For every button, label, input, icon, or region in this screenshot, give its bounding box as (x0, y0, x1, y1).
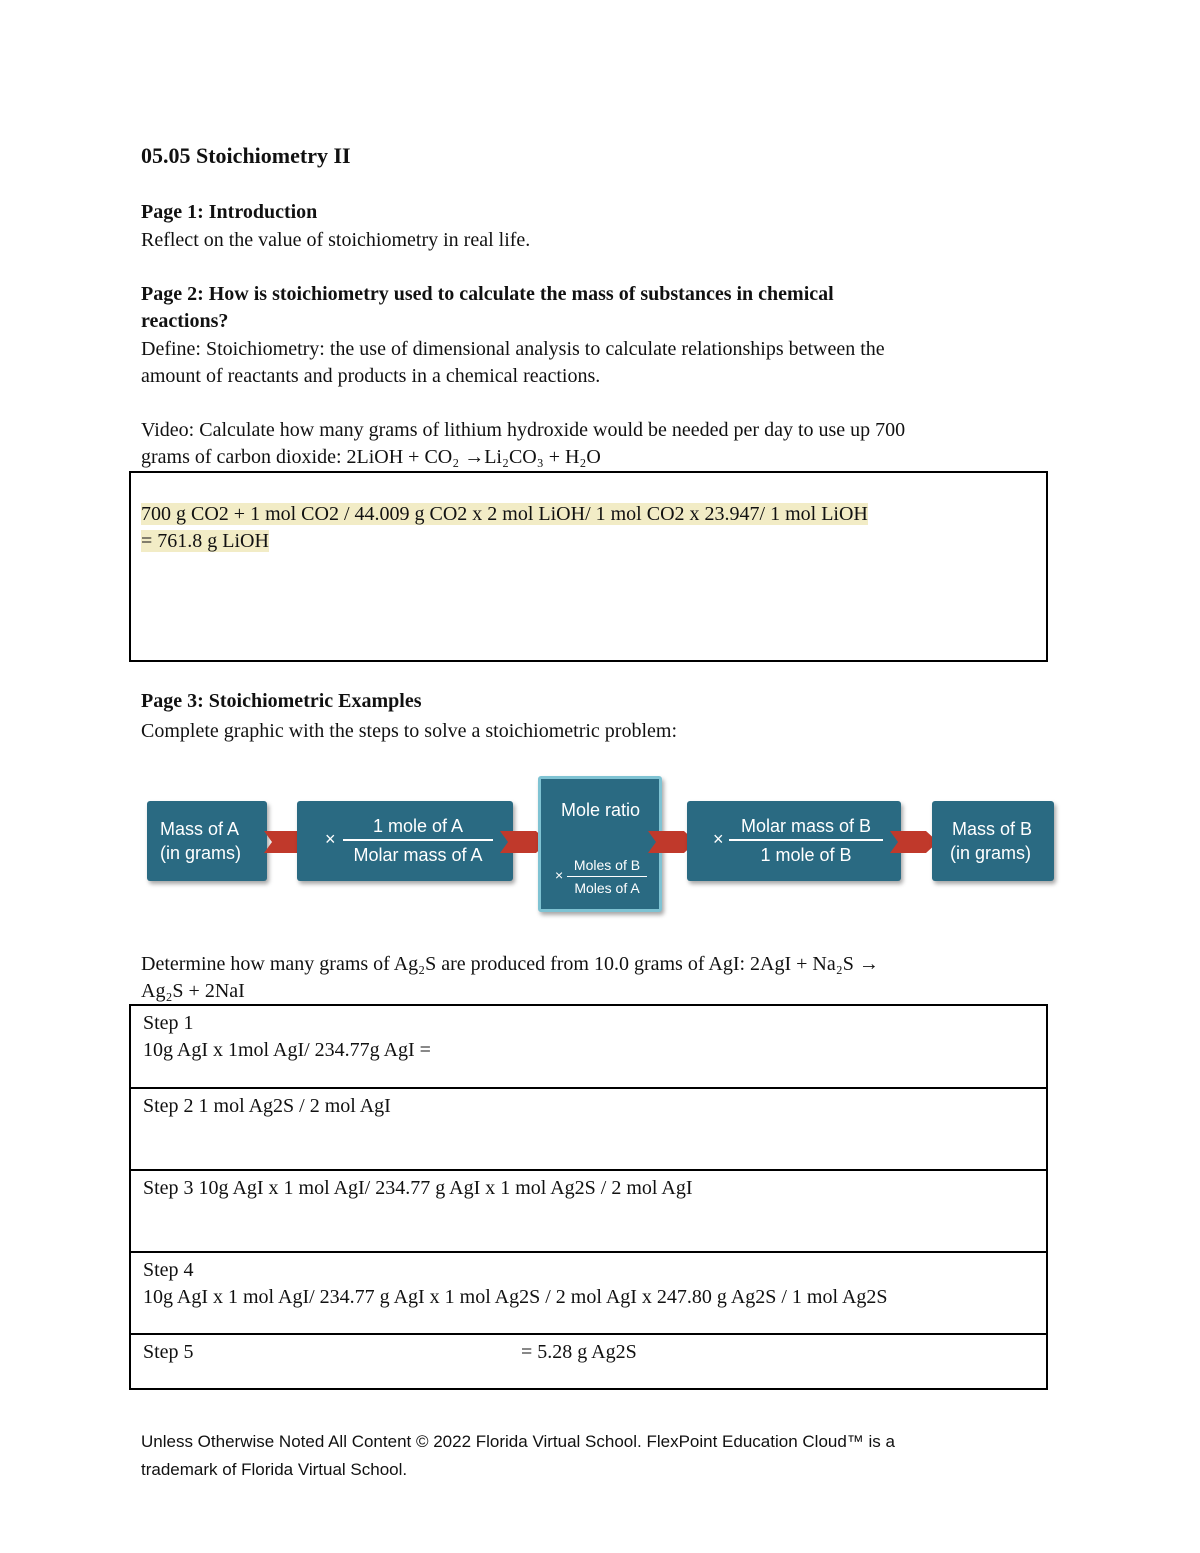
video-line1: Video: Calculate how many grams of lithium hydroxide would be needed per day to use up 700 (141, 419, 906, 441)
step-4-cell[interactable] (131, 1253, 1046, 1335)
molar-mass-a-box (297, 801, 513, 881)
fraction-denominator: Molar mass of A (353, 845, 483, 865)
page3-text: Complete graphic with the steps to solve a stoichiometric problem: (141, 720, 677, 742)
step-2-text: Step 2 1 mol Ag2S / 2 mol AgI (143, 1095, 391, 1117)
mass-of-a-label: Mass of A (160, 819, 240, 839)
document-title: 05.05 Stoichiometry II (141, 143, 351, 168)
page2-heading-line2: reactions? (141, 310, 229, 332)
mass-of-b-box (932, 801, 1054, 881)
mass-of-a-box (147, 801, 267, 881)
page1-text: Reflect on the value of stoichiometry in real life. (141, 229, 531, 251)
fraction-denominator: 1 mole of B (760, 845, 852, 865)
step-5-result: = 5.28 g Ag2S (521, 1341, 637, 1363)
page1-heading: Page 1: Introduction (141, 201, 318, 223)
molar-mass-b-box (687, 801, 901, 881)
answer-box[interactable] (129, 471, 1048, 662)
problem-line1: Determine how many grams of Ag₂S are produced from 10.0 grams of AgI: 2AgI + Na₂S → (141, 953, 879, 975)
footer (141, 1428, 1041, 1484)
define-line1: Define: Stoichiometry: the use of dimensional analysis to calculate relationships between the (141, 338, 885, 360)
step-4-label: Step 4 (143, 1259, 194, 1281)
step-4-work: 10g AgI x 1 mol AgI/ 234.77 g AgI x 1 mol Ag2S / 2 mol AgI x 247.80 g Ag2S / 1 mol Ag2S (143, 1286, 888, 1308)
step-5-cell[interactable] (131, 1335, 1046, 1388)
page3-heading: Page 3: Stoichiometric Examples (141, 690, 422, 712)
mole-ratio-title: Mole ratio (561, 800, 641, 820)
answer-line2: = 761.8 g LiOH (141, 530, 269, 552)
mass-of-b-label: Mass of B (952, 819, 1033, 839)
fraction-numerator: 1 mole of A (343, 815, 493, 841)
step-5-label: Step 5 (143, 1341, 194, 1363)
fraction-numerator: Molar mass of B (729, 815, 883, 841)
step-2-cell[interactable] (131, 1089, 1046, 1171)
answer-line1: 700 g CO2 + 1 mol CO2 / 44.009 g CO2 x 2 mol LiOH/ 1 mol CO2 x 23.947/ 1 mol LiOH (141, 503, 868, 525)
video-line2: grams of carbon dioxide: 2LiOH + CO₂ →Li₂CO₃ + H₂O (141, 446, 601, 468)
mole-ratio-box (538, 776, 662, 912)
problem-line2: Ag₂S + 2NaI (141, 980, 245, 1002)
multiply-icon: × (713, 829, 724, 849)
mass-of-b-units: (in grams) (950, 843, 1032, 863)
multiply-icon: × (325, 829, 336, 849)
step-3-text: Step 3 10g AgI x 1 mol AgI/ 234.77 g AgI x 1 mol Ag2S / 2 mol AgI (143, 1177, 693, 1199)
define-line2: amount of reactants and products in a chemical reactions. (141, 365, 601, 387)
multiply-icon: × (555, 867, 564, 883)
mass-of-a-units: (in grams) (160, 843, 242, 863)
page2-heading-line1: Page 2: How is stoichiometry used to calculate the mass of substances in chemical (141, 283, 834, 305)
step-3-cell[interactable] (131, 1171, 1046, 1253)
steps-table (129, 1004, 1048, 1390)
step-1-work: 10g AgI x 1mol AgI/ 234.77g AgI = (143, 1039, 431, 1061)
footer-line1: Unless Otherwise Noted All Content © 2022 Florida Virtual School. FlexPoint Education Cloud™ is a (141, 1432, 895, 1451)
footer-line2: trademark of Florida Virtual School. (141, 1460, 408, 1479)
step-1-label: Step 1 (143, 1012, 194, 1034)
step-1-cell[interactable] (131, 1006, 1046, 1089)
fraction-denominator: Moles of A (574, 880, 640, 896)
stoichiometry-flow-graphic (140, 770, 1060, 920)
fraction-numerator: Moles of B (567, 857, 647, 877)
